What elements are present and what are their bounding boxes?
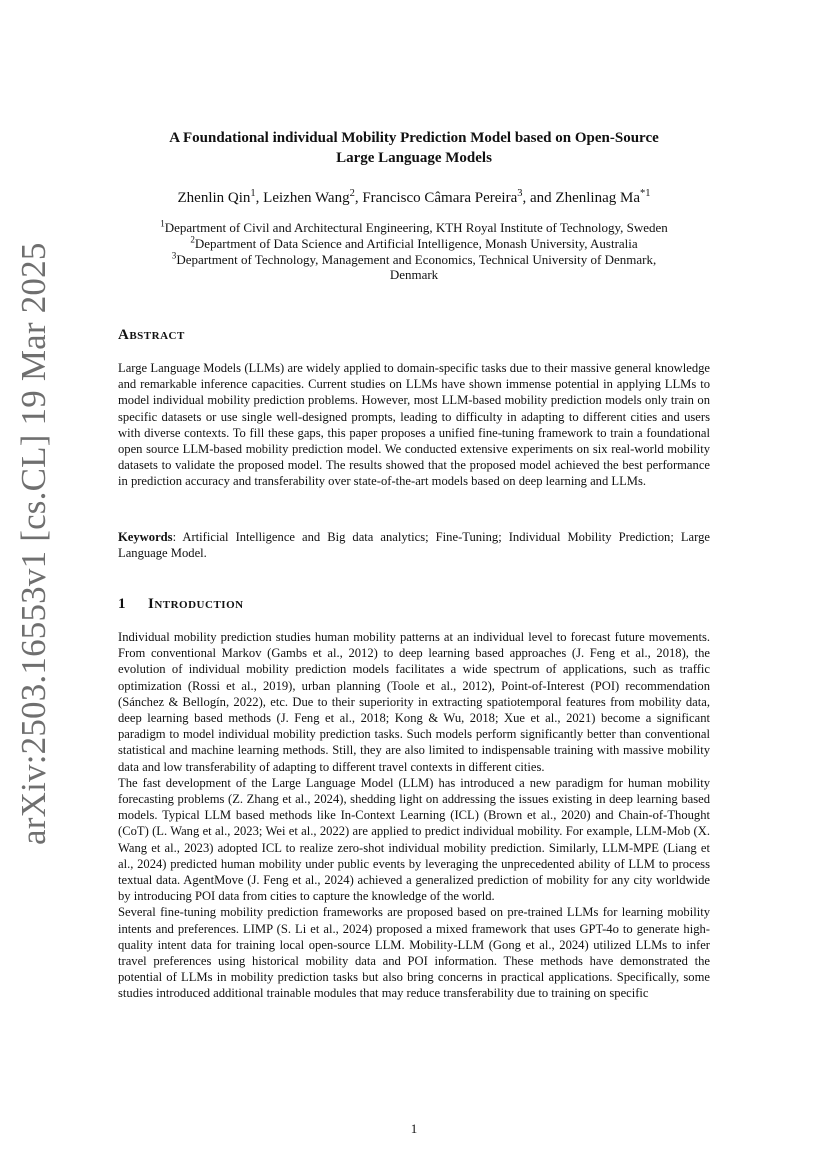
affiliation: Denmark bbox=[389, 267, 439, 283]
keywords bbox=[118, 529, 710, 561]
author-affiliation-mark: 2 bbox=[349, 188, 355, 199]
author-name: Leizhen Wang bbox=[263, 190, 350, 206]
abstract-paragraph: Large Language Models (LLMs) are widely applied to domain-specific tasks due to their massive general knowledge and remarkable inference capacities. Current studies on LLMs have shown immense potential in applying LLMs to model individual mobility prediction problems. However, most LLM-based mobility prediction models only train on specific datasets or use single well-designed prompts, leading to difficulty in adapting to different cities and users with diverse contexts. To fill these gaps, this paper proposes a unified fine-tuning framework to train a foundational open source LLM-based mobility prediction model. We conducted extensive experiments on six real-world mobility datasets to validate the proposed model. The results showed that the proposed model achieved the best performance in prediction accuracy and transferability over state-of-the-art models based on deep learning and LLMs. bbox=[118, 361, 710, 489]
author-name: and Zhenlinag Ma bbox=[530, 190, 640, 206]
affiliation-list bbox=[108, 220, 720, 283]
paragraph: Individual mobility prediction studies human mobility patterns at an individual level to forecast future movements. From conventional Markov (Gambs et al., 2012) to deep learning based approaches (J. Feng et al., 2018), the evolution of individual mobility prediction models facilitates a wide spectrum of applications, such as traffic optimization (Rossi et al., 2019), urban planning (Toole et al., 2012), Point-of-Interest (POI) recommendation (Sánchez & Bellogín, 2022), etc. Due to their superiority in extracting spatiotemporal features from mobility data, deep learning based methods (J. Feng et al., 2018; Kong & Wu, 2018; Xue et al., 2021) become a significant paradigm to model individual mobility prediction tasks. Such models perform significantly better than conventional statistical and machine learning methods. Still, they are also limited to indispensable training with massive mobility data and low transferability of adapting to different travel contexts in different cities. bbox=[118, 630, 710, 774]
paper-title bbox=[118, 128, 710, 168]
author-name: Zhenlin Qin bbox=[177, 190, 251, 206]
author-affiliation-mark: *1 bbox=[639, 188, 651, 199]
abstract-body bbox=[118, 360, 710, 490]
author-list: Zhenlin Qin$^1$, Leizhen Wang$^2$, Francisco Câmara Pereira$^3$, and Zhenlinag Ma$^{*1}$ bbox=[177, 188, 651, 206]
paragraph: Several fine-tuning mobility prediction frameworks are proposed based on pre-trained LLMs for learning mobility intents and preferences. LIMP (S. Li et al., 2024) proposed a mixed framework that uses GPT-4o to generate high-quality intent data for training local open-source LLM. Mobility-LLM (Gong et al., 2024) utilized LLMs to infer travel preferences using historical mobility data and POI information. These methods have demonstrated the potential of LLMs in mobility prediction tasks but also bring concerns in practical applications. Specifically, some studies introduced additional trainable modules that may reduce transferability due to training on specific bbox=[118, 905, 710, 1001]
section-number: 1 bbox=[118, 596, 126, 612]
affiliation: $^1$Department of Civil and Architectural Engineering, KTH Royal Institute of Technology, Sweden bbox=[160, 218, 668, 235]
title-line: Large Language Models bbox=[336, 150, 492, 166]
author-affiliation-mark: 1 bbox=[250, 188, 256, 199]
section-title: Introduction bbox=[148, 596, 244, 612]
author-affiliation-mark: 3 bbox=[517, 188, 523, 199]
keywords-label: Keywords bbox=[118, 530, 173, 544]
affiliation: $^2$Department of Data Science and Artificial Intelligence, Monash University, Australia bbox=[190, 234, 638, 251]
abstract-heading: Abstract bbox=[118, 327, 185, 343]
keywords-text: : Artificial Intelligence and Big data analytics; Fine-Tuning; Individual Mobility Prediction; Large Language Model. bbox=[118, 530, 710, 561]
title-line: A Foundational individual Mobility Prediction Model based on Open-Source bbox=[169, 130, 659, 146]
author-name: Francisco Câmara Pereira bbox=[362, 190, 518, 206]
arxiv-identifier-stamp: arXiv:2503.16553v1 [cs.CL] 19 Mar 2025 bbox=[14, 242, 53, 845]
affiliation: $^3$Department of Technology, Management and Economics, Technical University of Denmark, bbox=[171, 250, 657, 267]
paragraph: The fast development of the Large Language Model (LLM) has introduced a new paradigm for human mobility forecasting problems (Z. Zhang et al., 2024), shedding light on addressing the issues existing in deep learning based models. Typical LLM based methods like In-Context Learning (ICL) (Brown et al., 2020) and Chain-of-Thought (CoT) (L. Wang et al., 2023; Wei et al., 2022) are applied to predict individual mobility. For example, LLM-Mob (X. Wang et al., 2023) adopted ICL to realize zero-shot individual mobility prediction. Similarly, LLM-MPE (Liang et al., 2024) predicted human mobility under public events by leveraging the unprecedented ability of LLM to process textual data. AgentMove (J. Feng et al., 2024) achieved a generalized prediction of mobility for any city worldwide by introducing POI data from cities to capture the knowledge of the world. bbox=[118, 775, 710, 904]
page-number: 1 bbox=[410, 1121, 418, 1136]
section-heading-introduction bbox=[118, 596, 244, 613]
introduction-body bbox=[118, 629, 710, 1002]
